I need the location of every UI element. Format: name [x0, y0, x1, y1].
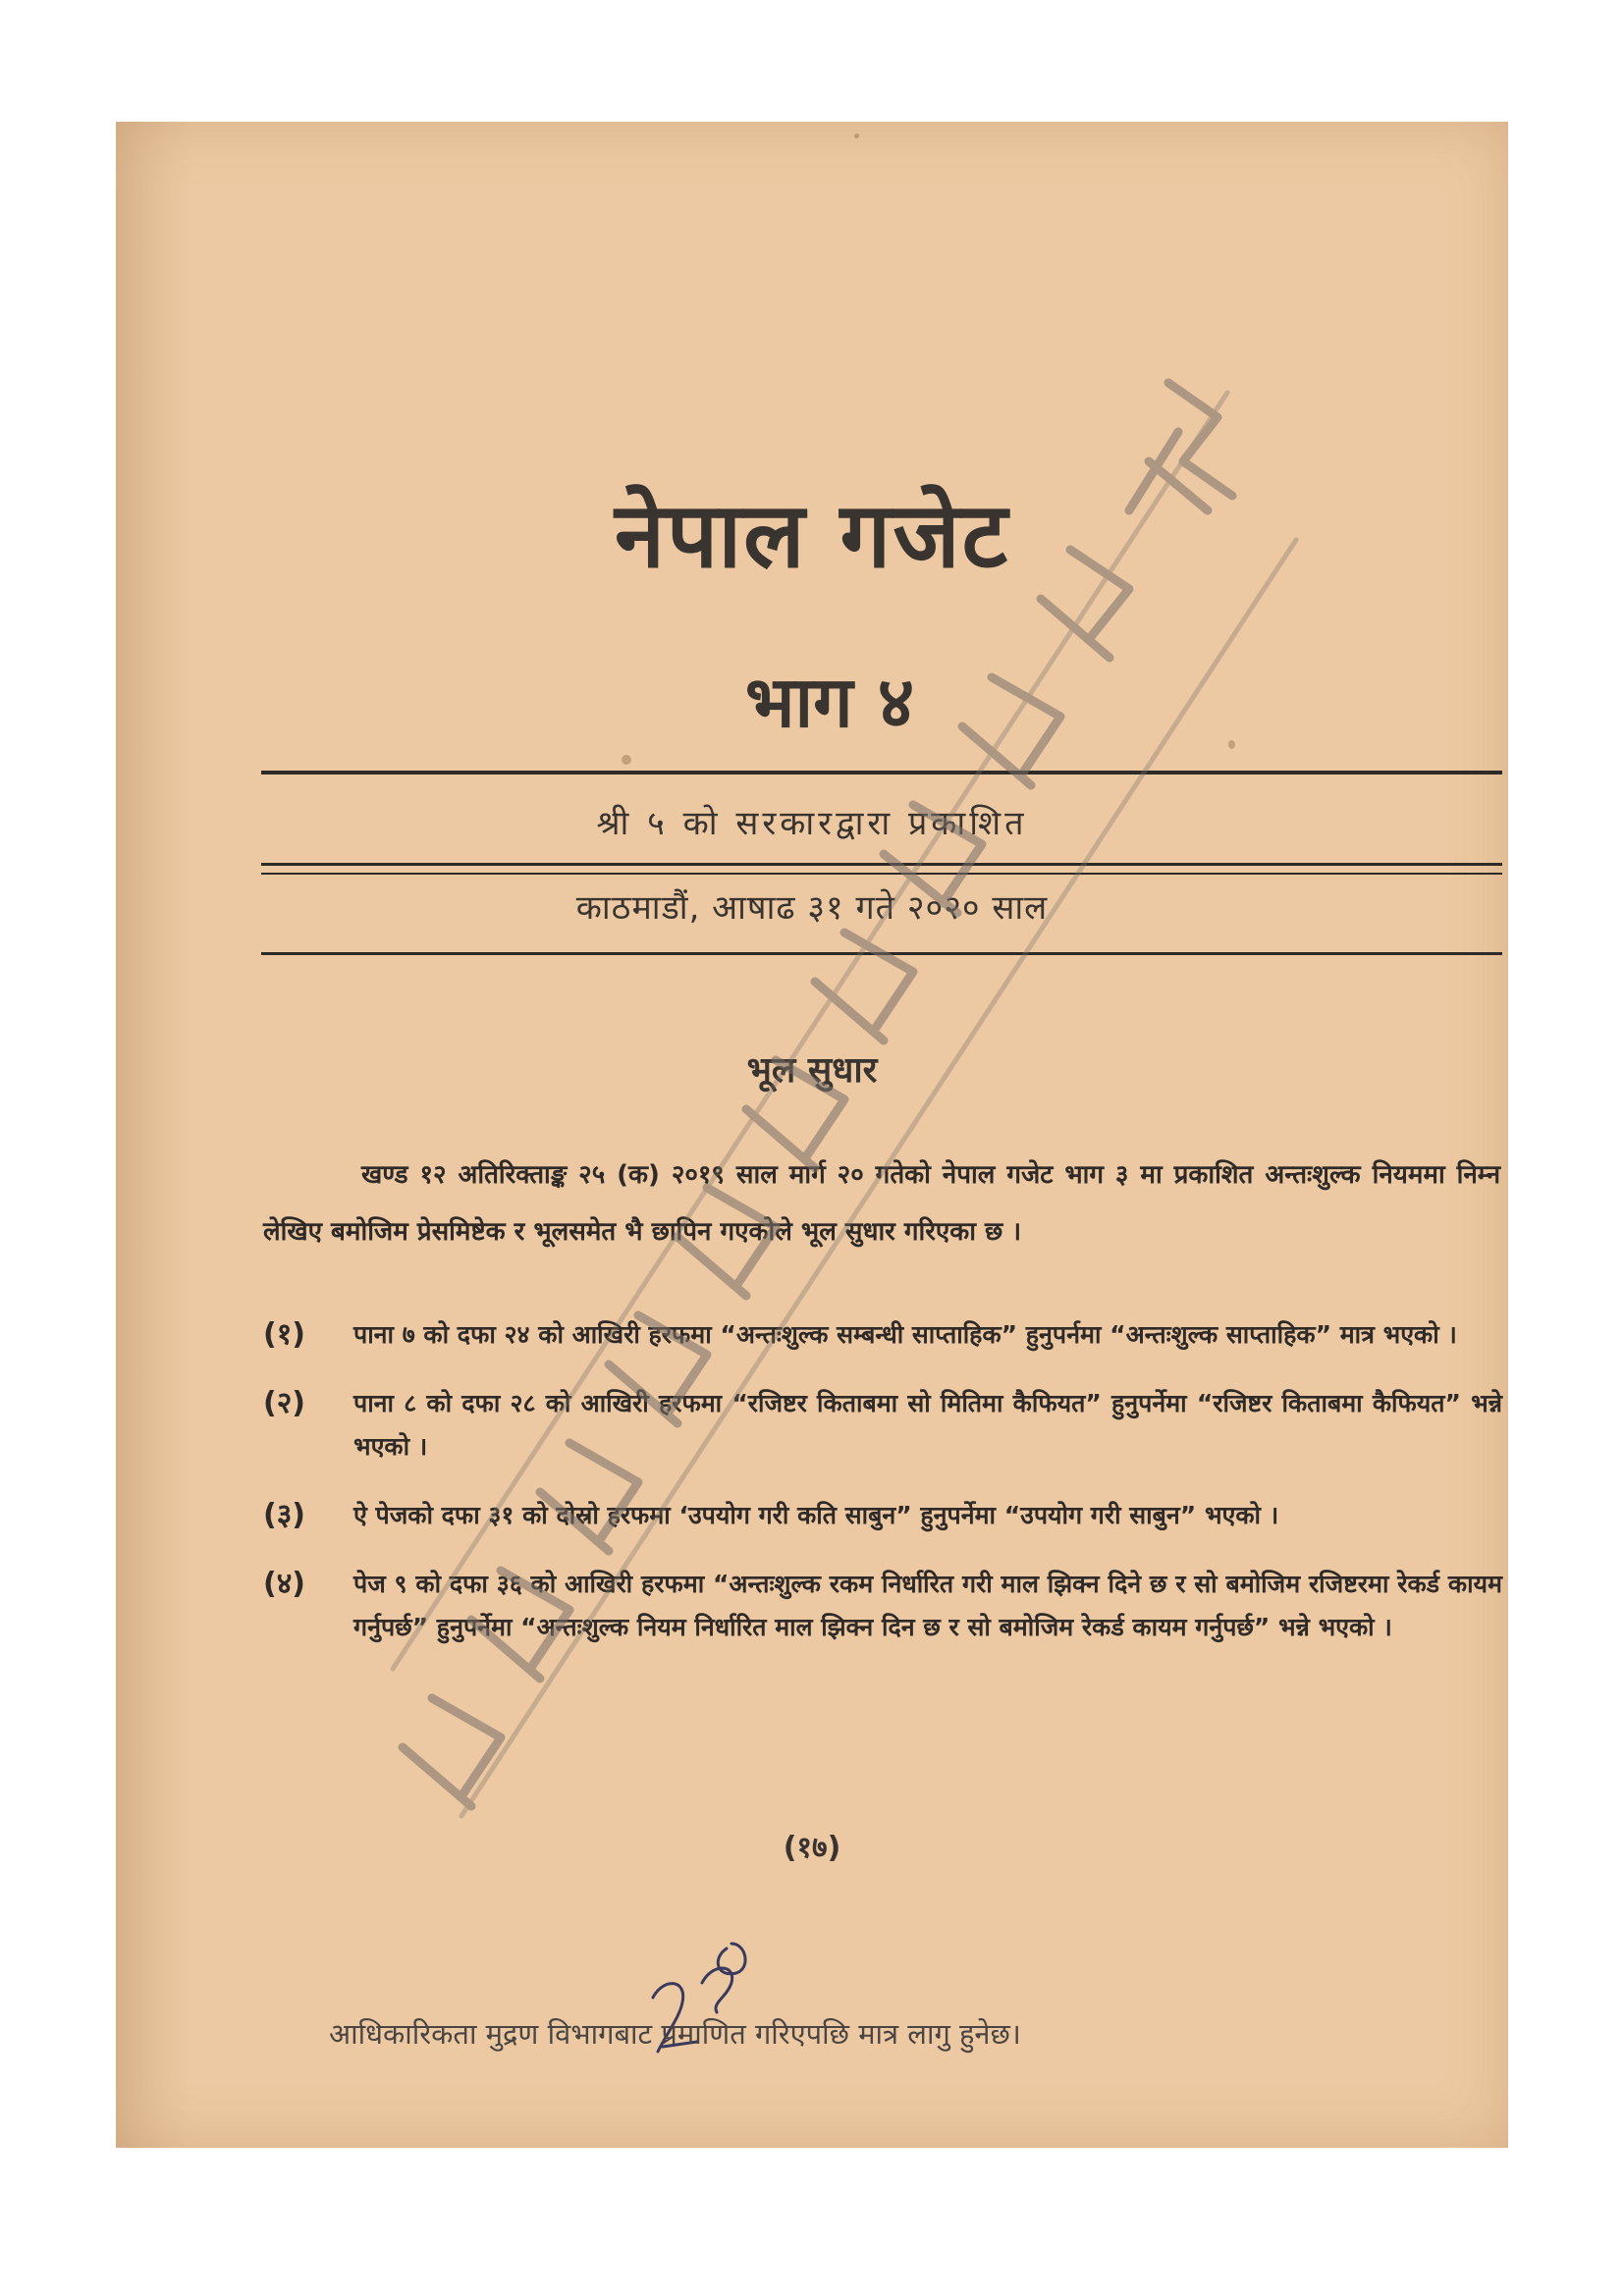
publisher-line: श्री ५ को सरकारद्वारा प्रकाशित — [596, 804, 1028, 843]
dateline: काठमाडौं, आषाढ ३१ गते २०२० साल — [575, 888, 1049, 928]
correction-number: (२) — [263, 1386, 306, 1420]
divider-rule — [261, 863, 1502, 866]
gazette-title: नेपाल गजेट — [615, 483, 1009, 588]
correction-text: ऐ पेजको दफा ३१ को दोस्रो हरफमा ‘उपयोग गरी कति साबुन” हुनुपर्नेमा “उपयोग गरी साबुन” भएको । — [353, 1501, 1279, 1529]
correction-number: (४) — [263, 1567, 306, 1601]
gazette-part: भाग ४ — [744, 661, 915, 743]
page-number: (१७) — [783, 1831, 841, 1865]
footer-certification-note: आधिकारिकता मुद्रण विभागबाट प्रमाणित गरिएपछि मात्र लागु हुनेछ। — [329, 2017, 1021, 2051]
divider-rule — [261, 771, 1502, 774]
correction-item — [263, 1313, 1502, 1357]
correction-item — [263, 1494, 1502, 1537]
paper-speck — [854, 133, 859, 138]
correction-text: पाना ७ को दफा २४ को आखिरी हरफमा “अन्तःशुल्क सम्बन्धी साप्ताहिक” हुनुपर्नमा “अन्तःशुल्क साप्ताहिक” मात्र भएको । — [353, 1320, 1457, 1349]
notice-intro: खण्ड १२ अतिरिक्ताङ्क २५ (क) २०१९ साल मार्ग २० गतेको नेपाल गजेट भाग ३ मा प्रकाशित अन्तःशुल्क नियममा निम्न लेखिए बमोजिम प्रेसमिष्टेक र भूलसमेत भै छापिन गएकोले भूल सुधार गरिएका छ । — [263, 1160, 1500, 1247]
correction-item — [263, 1382, 1502, 1468]
divider-rule — [261, 952, 1502, 955]
correction-text: पेज ९ को दफा ३६ को आखिरी हरफमा “अन्तःशुल्क रकम निर्धारित गरी माल झिक्न दिने छ र सो बमोजिम रजिष्टरमा रेकर्ड कायम गर्नुपर्छ” हुनुपर्नेमा “अन्तःशुल्क नियम निर्धारित माल झिक्न दिन छ र सो बमोजिम रेकर्ड कायम गर्नुपर्छ” भन्ने भएको । — [353, 1570, 1502, 1641]
corrections-list — [263, 1313, 1502, 1675]
correction-number: (१) — [263, 1317, 306, 1352]
gazette-page — [116, 122, 1508, 2148]
correction-number: (३) — [263, 1498, 306, 1532]
correction-item — [263, 1563, 1502, 1649]
correction-text: पाना ८ को दफा २८ को आखिरी हरफमा “रजिष्टर किताबमा सो मितिमा कैफियत” हुनुपर्नेमा “रजिष्टर किताबमा कैफियत” भन्ने भएको । — [353, 1389, 1502, 1461]
divider-rule — [261, 873, 1502, 875]
notice-title: भूल सुधार — [746, 1050, 878, 1091]
paper-speck — [622, 755, 631, 765]
